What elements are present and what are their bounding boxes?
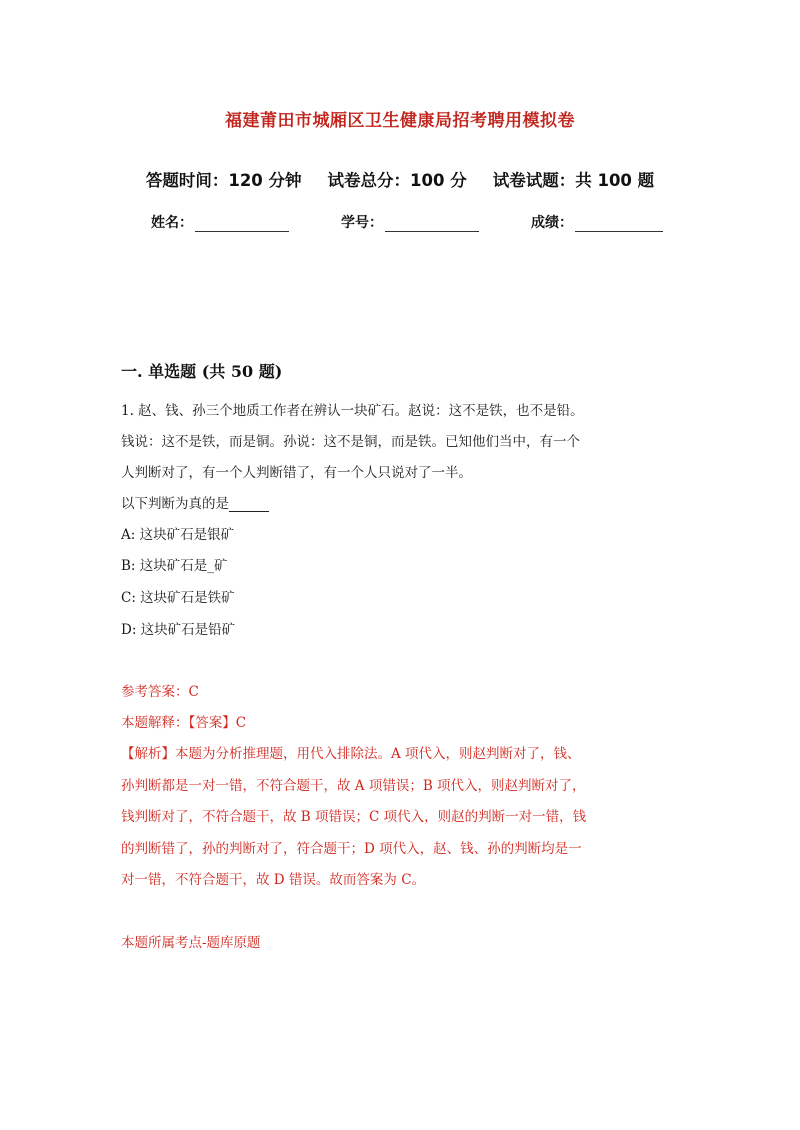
option-d: D: 这块矿石是铅矿 <box>121 622 236 638</box>
section-title: 一. 单选题 (共 50 题) <box>121 362 283 381</box>
student-id-label: 学号： <box>341 215 383 231</box>
student-name-blank <box>195 216 289 232</box>
exam-time: 答题时间：120 分钟 <box>145 171 302 190</box>
option-a: A: 这块矿石是银矿 <box>121 527 235 543</box>
explanation-line: 钱判断对了，不符合题干，故 B 项错误；C 项代入，则赵的判断一对一错，钱 <box>121 809 587 825</box>
question-prompt-line <box>121 492 269 512</box>
knowledge-point-source: 本题所属考点-题库原题 <box>121 935 261 951</box>
exam-meta <box>0 167 800 191</box>
question-prompt: 以下判断为真的是 <box>121 496 229 512</box>
question-stem-line: 人判断对了，有一个人判断错了，有一个人只说对了一半。 <box>121 465 472 481</box>
student-score-blank <box>575 216 663 232</box>
explanation-line: 的判断错了，孙的判断对了，符合题干；D 项代入，赵、钱、孙的判断均是一 <box>121 841 582 857</box>
document-title: 福建莆田市城厢区卫生健康局招考聘用模拟卷 <box>225 111 575 131</box>
student-id-blank <box>385 216 479 232</box>
student-name-field <box>151 212 289 232</box>
option-b: B: 这块矿石是_矿 <box>121 558 228 574</box>
explanation-line: 孙判断都是一对一错，不符合题干，故 A 项错误；B 项代入，则赵判断对了， <box>121 778 586 794</box>
reference-answer: 参考答案：C <box>121 684 199 700</box>
student-score-field <box>531 212 663 232</box>
answer-blank <box>229 497 269 512</box>
explanation-heading: 本题解释：【答案】C <box>121 715 247 731</box>
student-name-label: 姓名： <box>151 215 193 231</box>
option-c: C: 这块矿石是铁矿 <box>121 590 235 606</box>
question-stem-line: 钱说：这不是铁，而是铜。孙说：这不是铜，而是铁。已知他们当中，有一个 <box>121 434 580 450</box>
question-stem-line: 1. 赵、钱、孙三个地质工作者在辨认一块矿石。赵说：这不是铁，也不是铅。 <box>121 403 584 419</box>
explanation-line: 【解析】本题为分析推理题，用代入排除法。A 项代入，则赵判断对了，钱、 <box>121 746 581 762</box>
explanation-line: 对一错，不符合题干，故 D 错误。故而答案为 C。 <box>121 872 426 888</box>
student-id-field <box>341 212 479 232</box>
exam-question-count: 试卷试题：共 100 题 <box>492 171 655 190</box>
exam-total-score: 试卷总分：100 分 <box>327 171 467 190</box>
student-score-label: 成绩： <box>531 215 573 231</box>
